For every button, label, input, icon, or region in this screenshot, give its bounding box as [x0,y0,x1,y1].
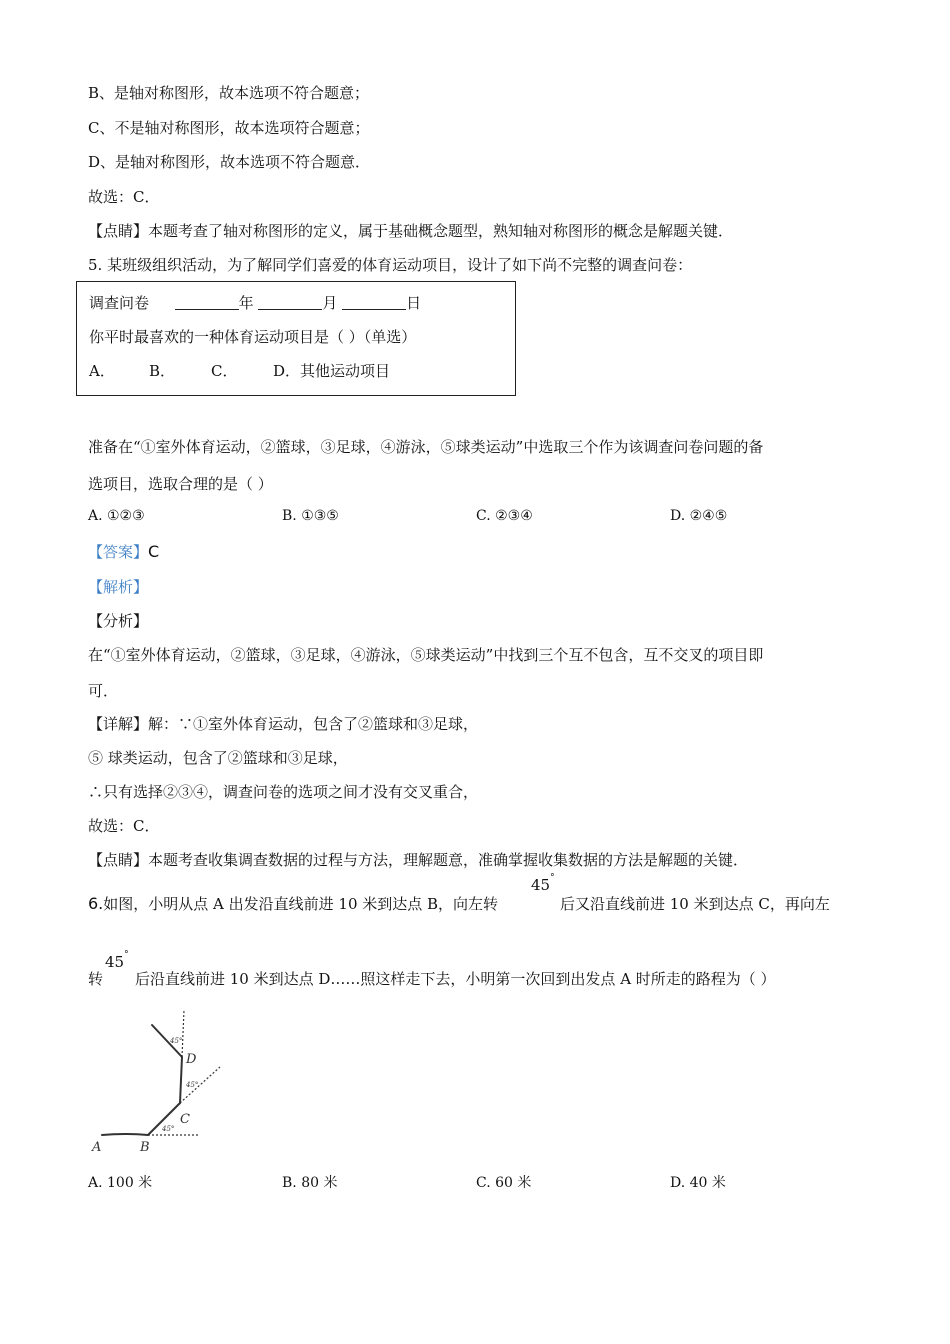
day-label: 日 [406,294,422,312]
label-d: D [186,1052,197,1067]
survey-date-row [89,292,421,313]
degree-mark-a: ° [550,873,555,883]
q6-line1-text-b: 后又沿直线前进 10 米到达点 C，再向左 [560,895,830,913]
year-blank [175,295,239,310]
q6-option-a: A. 100 米 [88,1175,153,1191]
q6-option-b: B. 80 米 [282,1175,338,1191]
prev-option-d-explanation: D、是轴对称图形，故本选项不符合题意． [88,153,371,171]
prev-comment: 【点睛】本题考查了轴对称图形的定义，属于基础概念题型，熟知轴对称图形的概念是解题关键． [88,222,734,240]
q5-answer [88,541,159,562]
q5-analysis-line2: 可． [88,682,119,700]
angle-label-c: 45° [186,1081,199,1089]
angle-45-b [105,950,129,971]
survey-options [89,360,509,380]
q5-detail-line2: ⑤ 球类运动，包含了②篮球和③足球， [88,749,348,767]
fenxi-label: 【分析】 [88,612,149,630]
q5-option-c: C. ②③④ [476,508,533,524]
q6-number: 6. [88,894,104,913]
survey-option-d: D．其他运动项目 [273,362,391,380]
angle-value-a: 45 [531,876,551,894]
survey-option-b: B． [149,362,176,380]
day-blank [342,295,406,310]
prev-option-b-explanation: B、是轴对称图形，故本选项不符合题意； [88,84,370,102]
q6-line1 [88,893,498,914]
answer-label: 【答案】 [88,543,149,561]
segment-cd [180,1057,182,1103]
q6-line2-text-b: 后沿直线前进 10 米到达点 D……照这样走下去，小明第一次回到出发点 A 时所走的路程为（ ） [135,970,776,988]
prev-choose: 故选：C． [88,188,160,206]
q5-option-d: D. ②④⑤ [670,508,728,524]
q5-choose: 故选：C． [88,817,160,835]
q5-detail-line1: 【详解】解：∵①室外体育运动，包含了②篮球和③足球， [88,715,479,733]
q5-comment: 【点睛】本题考查收集调查数据的过程与方法，理解题意，准确掌握收集数据的方法是解题的关键． [88,851,749,869]
year-label: 年 [238,294,254,312]
q5-detail-line3: ∴只有选择②③④，调查问卷的选项之间才没有交叉重合， [88,783,479,801]
angle-45-a [531,873,555,894]
label-a: A [92,1140,102,1155]
q5-prep-line1: 准备在“①室外体育运动，②篮球，③足球，④游泳，⑤球类运动”中选取三个作为该调查问卷问题的备 [88,438,764,456]
survey-option-a: A． [89,362,115,380]
survey-question: 你平时最喜欢的一种体育运动项目是（ ）（单选） [89,328,417,346]
degree-mark-b: ° [124,950,129,960]
q6-line2-text-a: 转 [88,970,104,988]
survey-box [76,281,516,396]
segment-ab [102,1134,148,1135]
q5-prep-line2: 选项目，选取合理的是（ ） [88,475,273,493]
month-blank [258,295,322,310]
q5-option-b: B. ①③⑤ [282,508,339,524]
jiexi-label: 【解析】 [88,578,149,596]
label-b: B [140,1140,150,1155]
q6-option-d: D. 40 米 [670,1175,726,1191]
extension-cd [182,1010,184,1057]
label-c: C [180,1112,190,1127]
angle-label-b: 45° [162,1125,175,1133]
q5-option-a: A. ①②③ [88,508,145,524]
q5-stem: 5. 某班级组织活动，为了解同学们喜爱的体育运动项目，设计了如下尚不完整的调查问卷： [88,256,693,274]
q6-line1-text-a: 如图，小明从点 A 出发沿直线前进 10 米到达点 B，向左转 [103,895,499,913]
angle-value-b: 45 [105,953,125,971]
prev-option-c-explanation: C、不是轴对称图形，故本选项符合题意； [88,119,370,137]
answer-value: C [148,542,160,561]
survey-title: 调查问卷 [89,294,150,312]
month-label: 月 [322,294,338,312]
q5-analysis-line1: 在“①室外体育运动，②篮球，③足球，④游泳，⑤球类运动”中找到三个互不包含，互不交叉的项目即 [88,646,764,664]
survey-option-c: C． [211,362,238,380]
q6-option-c: C. 60 米 [476,1175,532,1191]
angle-label-d: 45° [170,1037,183,1045]
path-figure [80,1005,240,1160]
